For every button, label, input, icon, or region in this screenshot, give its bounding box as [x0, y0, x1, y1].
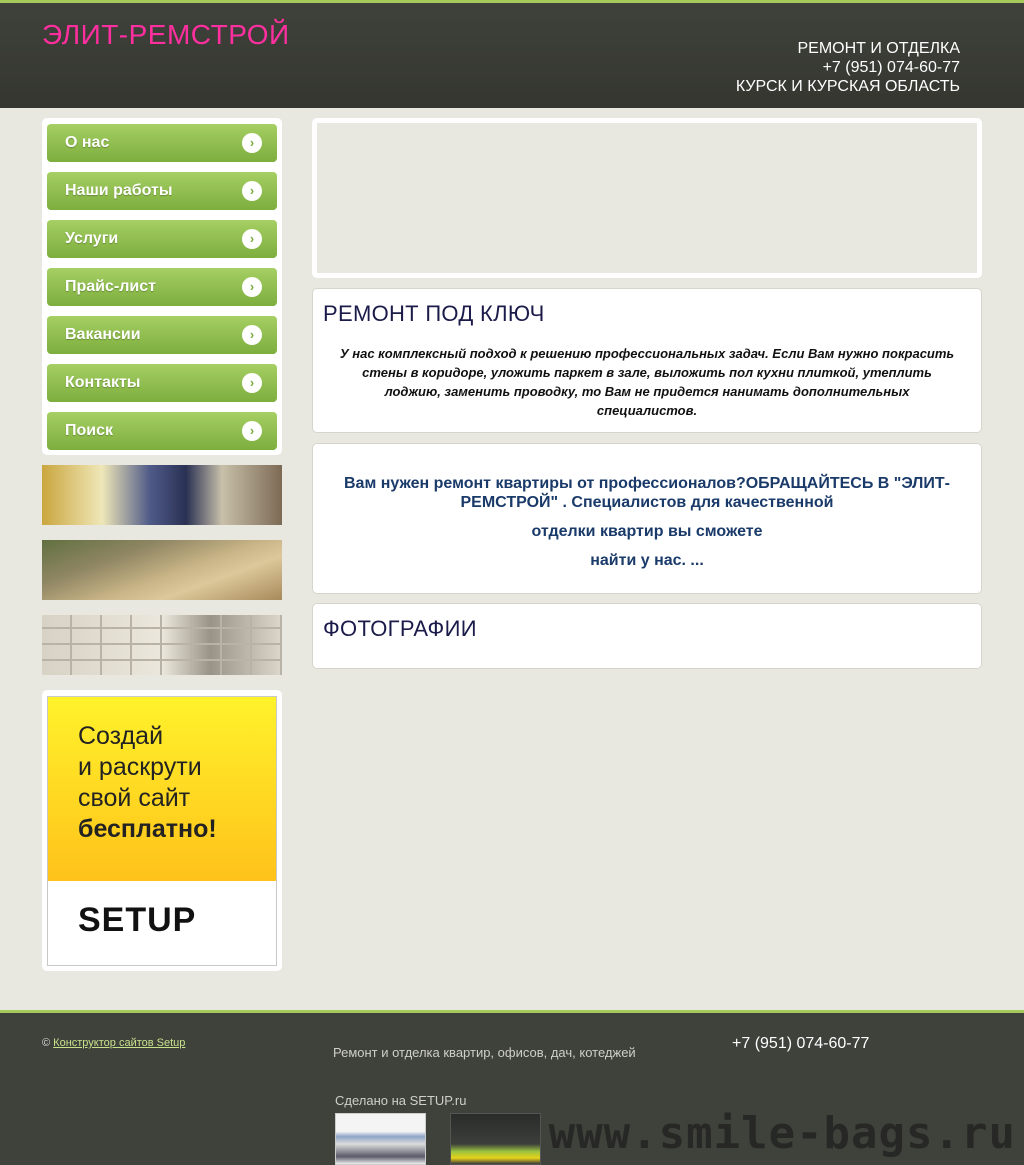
section-offer [312, 443, 982, 594]
chevron-right-icon: › [242, 421, 262, 441]
footer-phone: +7 (951) 074-60-77 [732, 1035, 870, 1052]
section-title: РЕМОНТ ПОД КЛЮЧ [323, 301, 545, 326]
sidebar-item-vacancies[interactable] [47, 316, 277, 354]
section-photos [312, 603, 982, 669]
sidebar-image-paint-tools [42, 465, 282, 525]
banner-slogan [48, 697, 276, 881]
sidebar-item-contacts[interactable] [47, 364, 277, 402]
section-title: ФОТОГРАФИИ [323, 616, 477, 641]
sidebar-menu [42, 118, 282, 455]
site-header [0, 3, 1024, 108]
banner-line-3: свой сайт [78, 784, 191, 812]
sidebar-item-services[interactable] [47, 220, 277, 258]
made-on-setup: Сделано на SETUP.ru [335, 1093, 467, 1108]
watermark: www.smile-bags.ru [548, 1108, 1016, 1159]
banner-line-4: бесплатно! [78, 815, 217, 843]
copyright [42, 1037, 185, 1049]
image-slider [317, 123, 977, 273]
chevron-right-icon: › [242, 277, 262, 297]
sidebar-image-tiling [42, 615, 282, 675]
setup-constructor-link[interactable]: Конструктор сайтов Setup [53, 1037, 186, 1049]
chevron-right-icon: › [242, 133, 262, 153]
section-turnkey [312, 288, 982, 433]
sidebar-item-search[interactable] [47, 412, 277, 450]
offer-text [335, 474, 959, 580]
header-region: КУРСК И КУРСКАЯ ОБЛАСТЬ [735, 78, 960, 95]
image-slider-frame [312, 118, 982, 278]
header-phone: +7 (951) 074-60-77 [822, 59, 960, 76]
sidebar-item-pricelist[interactable] [47, 268, 277, 306]
chevron-right-icon: › [242, 181, 262, 201]
sidebar-item-label: Контакты [65, 374, 141, 391]
setup-logo: SETUP [48, 881, 276, 965]
offer-line-1: Вам нужен ремонт квартиры от профессионалов?ОБРАЩАЙТЕСЬ В "ЭЛИТ-РЕМСТРОЙ" . Специалистов для качественной [344, 475, 950, 511]
sidebar-item-about[interactable] [47, 124, 277, 162]
sidebar-image-carpentry [42, 540, 282, 600]
sidebar-item-label: Услуги [65, 230, 119, 247]
footer-thumbnail-1[interactable] [335, 1113, 426, 1165]
copyright-symbol: © [42, 1037, 51, 1049]
footer-description: Ремонт и отделка квартир, офисов, дач, котеджей [333, 1045, 636, 1060]
header-tagline: РЕМОНТ И ОТДЕЛКА [797, 40, 960, 57]
setup-banner-box [42, 690, 282, 971]
sidebar-item-label: Наши работы [65, 182, 173, 199]
site-logo[interactable]: ЭЛИТ-РЕМСТРОЙ [42, 19, 290, 50]
sidebar-item-label: Поиск [65, 422, 114, 439]
offer-line-2: отделки квартир вы сможете [531, 523, 763, 540]
header-contact-info [736, 39, 960, 96]
banner-line-1: Создай [78, 722, 164, 750]
offer-line-3: найти у нас. ... [590, 552, 704, 569]
sidebar-item-label: Прайс-лист [65, 278, 156, 295]
sidebar-item-label: О нас [65, 134, 110, 151]
chevron-right-icon: › [242, 229, 262, 249]
banner-line-2: и раскрути [78, 753, 202, 781]
footer-thumbnail-2[interactable] [450, 1113, 541, 1165]
chevron-right-icon: › [242, 373, 262, 393]
setup-banner[interactable] [47, 696, 277, 966]
chevron-right-icon: › [242, 325, 262, 345]
section-text: У нас комплексный подход к решению профессиональных задач. Если Вам нужно покрасить стены в коридоре, уложить паркет в зале, выложить пол кухни плиткой, утеплить лоджию, заменить проводку, то Вам не придется нанимать дополнительных специалистов. [339, 346, 955, 418]
sidebar-item-works[interactable] [47, 172, 277, 210]
sidebar-item-label: Вакансии [65, 326, 141, 343]
